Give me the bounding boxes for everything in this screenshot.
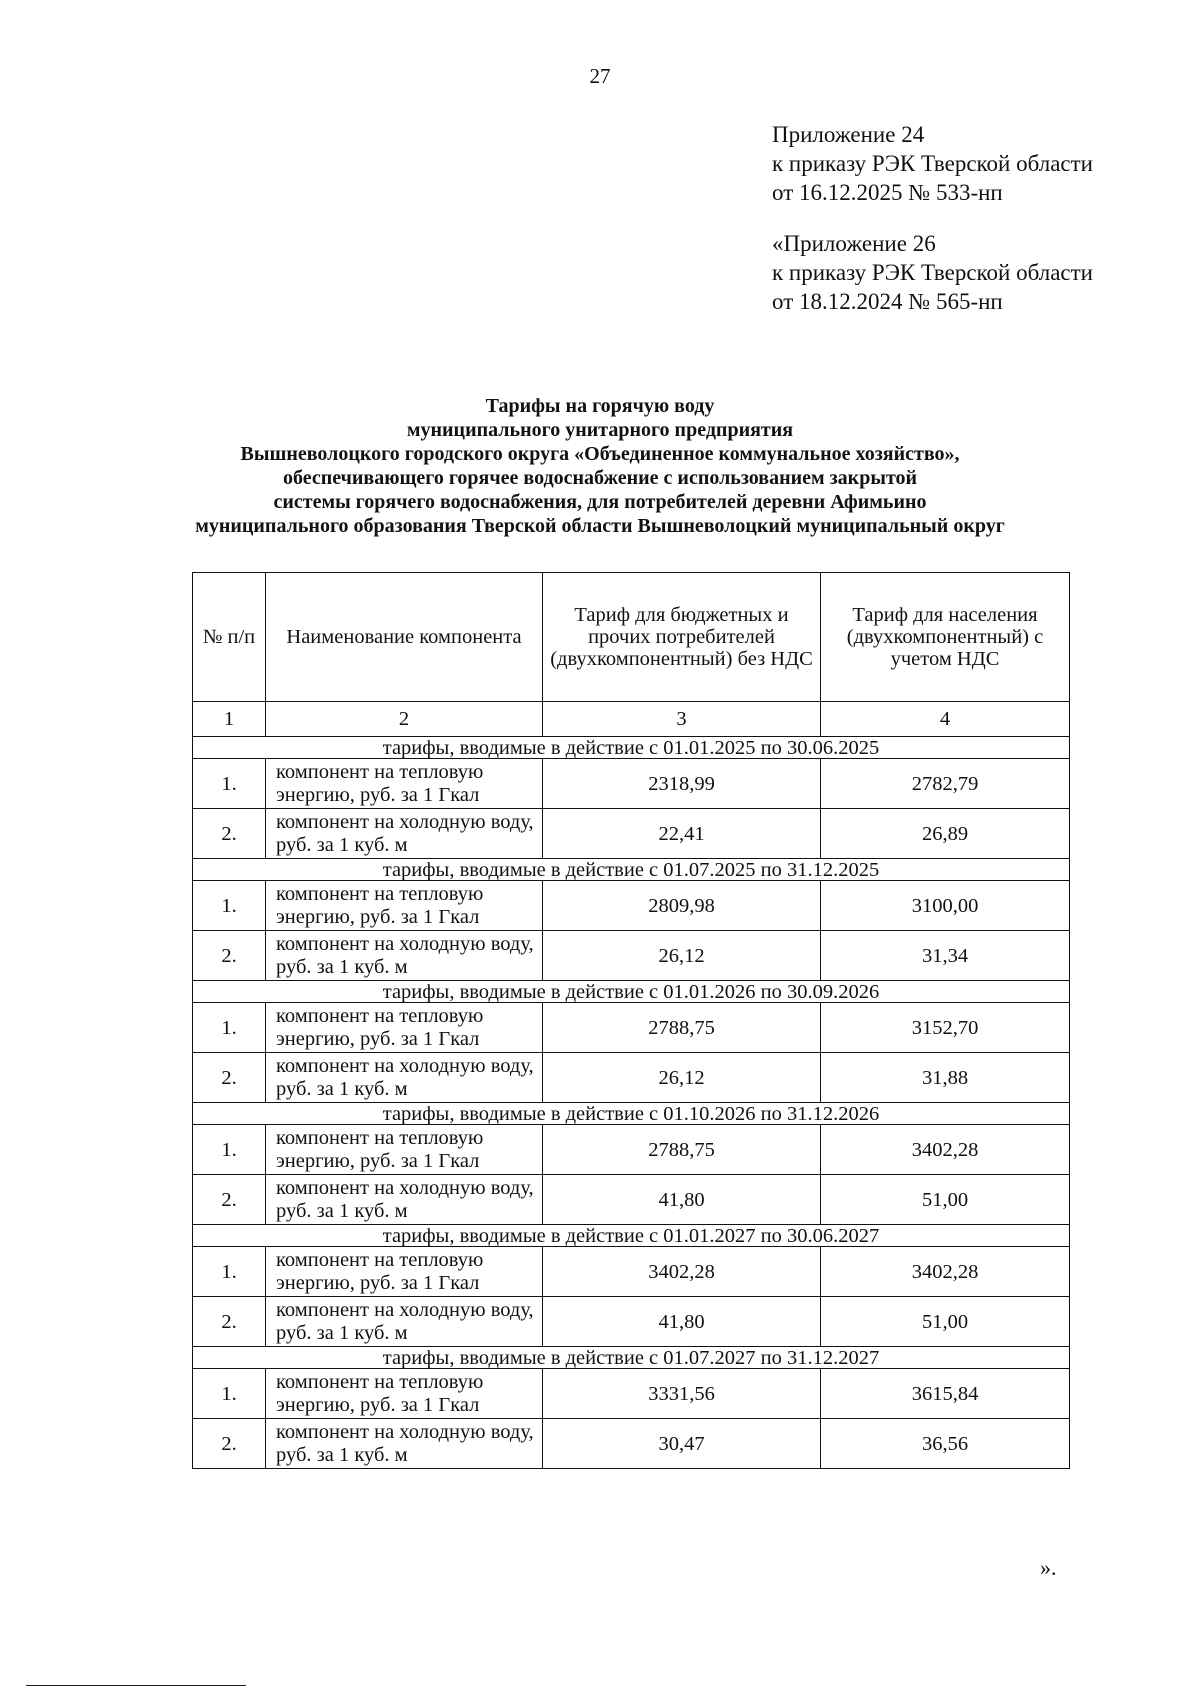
budget-tariff-cell: 26,12 [543, 931, 821, 981]
period-label: тарифы, вводимые в действие с 01.01.2026 по 30.09.2026 [193, 981, 1070, 1003]
component-name-cell: компонент на тепловую энергию, руб. за 1 Гкал [266, 1003, 543, 1053]
population-tariff-cell: 2782,79 [821, 759, 1070, 809]
row-number-cell: 1. [193, 1125, 266, 1175]
approval-line: к приказу РЭК Тверской области [772, 151, 1093, 176]
period-label: тарифы, вводимые в действие с 01.07.2027 по 31.12.2027 [193, 1347, 1070, 1369]
approval-line: Приложение 24 [772, 122, 925, 147]
document-title [100, 394, 1100, 538]
table-row [193, 1003, 1070, 1053]
table-row [193, 1247, 1070, 1297]
period-label: тарифы, вводимые в действие с 01.01.2027 по 30.06.2027 [193, 1225, 1070, 1247]
budget-tariff-cell: 2318,99 [543, 759, 821, 809]
table-row [193, 1419, 1070, 1469]
row-number-cell: 1. [193, 1003, 266, 1053]
table-row [193, 1125, 1070, 1175]
budget-tariff-cell: 2809,98 [543, 881, 821, 931]
budget-tariff-cell: 30,47 [543, 1419, 821, 1469]
title-line: Вышневолоцкого городского округа «Объединенное коммунальное хозяйство», [240, 443, 960, 465]
row-number-cell: 2. [193, 931, 266, 981]
budget-tariff-cell: 22,41 [543, 809, 821, 859]
header-cell-component: Наименование компонента [266, 573, 543, 702]
component-name-cell: компонент на холодную воду, руб. за 1 куб. м [266, 809, 543, 859]
row-number-cell: 2. [193, 809, 266, 859]
row-number-cell: 2. [193, 1297, 266, 1347]
component-name-cell: компонент на тепловую энергию, руб. за 1 Гкал [266, 759, 543, 809]
population-tariff-cell: 31,34 [821, 931, 1070, 981]
period-row [193, 1103, 1070, 1125]
row-number-cell: 2. [193, 1053, 266, 1103]
row-number-cell: 1. [193, 759, 266, 809]
component-name-cell: компонент на тепловую энергию, руб. за 1 Гкал [266, 1369, 543, 1419]
component-name-cell: компонент на тепловую энергию, руб. за 1 Гкал [266, 1247, 543, 1297]
header-cell-budget-tariff: Тариф для бюджетных и прочих потребителей (двухкомпонентный) без НДС [543, 573, 821, 702]
period-label: тарифы, вводимые в действие с 01.10.2026 по 31.12.2026 [193, 1103, 1070, 1125]
component-name-cell: компонент на тепловую энергию, руб. за 1 Гкал [266, 1125, 543, 1175]
closing-quote-mark: ». [1040, 1555, 1057, 1580]
budget-tariff-cell: 3331,56 [543, 1369, 821, 1419]
component-name-cell: компонент на холодную воду, руб. за 1 куб. м [266, 1419, 543, 1469]
column-number-cell: 3 [543, 702, 821, 737]
title-line: системы горячего водоснабжения, для потребителей деревни Афимьино [273, 491, 927, 513]
population-tariff-cell: 3100,00 [821, 881, 1070, 931]
approval-line: от 16.12.2025 № 533-нп [772, 180, 1003, 205]
population-tariff-cell: 3402,28 [821, 1125, 1070, 1175]
period-row [193, 737, 1070, 759]
population-tariff-cell: 36,56 [821, 1419, 1070, 1469]
table-row [193, 881, 1070, 931]
column-number-cell: 1 [193, 702, 266, 737]
table-row [193, 809, 1070, 859]
component-name-cell: компонент на холодную воду, руб. за 1 куб. м [266, 1297, 543, 1347]
component-name-cell: компонент на холодную воду, руб. за 1 куб. м [266, 1175, 543, 1225]
table-row [193, 1175, 1070, 1225]
component-name-cell: компонент на тепловую энергию, руб. за 1 Гкал [266, 881, 543, 931]
footer-rule [26, 1685, 246, 1686]
population-tariff-cell: 3152,70 [821, 1003, 1070, 1053]
row-number-cell: 2. [193, 1175, 266, 1225]
row-number-cell: 1. [193, 1369, 266, 1419]
tariff-table [192, 572, 1070, 1469]
period-label: тарифы, вводимые в действие с 01.07.2025 по 31.12.2025 [193, 859, 1070, 881]
tariff-table-body [193, 573, 1070, 1469]
page-number: 27 [589, 64, 611, 88]
title-line: муниципального унитарного предприятия [406, 419, 794, 441]
period-row [193, 1347, 1070, 1369]
budget-tariff-cell: 26,12 [543, 1053, 821, 1103]
row-number-cell: 2. [193, 1419, 266, 1469]
approval-line: «Приложение 26 [772, 231, 936, 256]
budget-tariff-cell: 2788,75 [543, 1003, 821, 1053]
table-row [193, 931, 1070, 981]
header-cell-population-tariff: Тариф для населения (двухкомпонентный) с учетом НДС [821, 573, 1070, 702]
component-name-cell: компонент на холодную воду, руб. за 1 куб. м [266, 1053, 543, 1103]
row-number-cell: 1. [193, 881, 266, 931]
period-row [193, 1225, 1070, 1247]
column-number-cell: 2 [266, 702, 543, 737]
population-tariff-cell: 51,00 [821, 1175, 1070, 1225]
column-number-cell: 4 [821, 702, 1070, 737]
period-row [193, 859, 1070, 881]
title-line: обеспечивающего горячее водоснабжение с использованием закрытой [282, 467, 918, 489]
period-row [193, 981, 1070, 1003]
budget-tariff-cell: 41,80 [543, 1175, 821, 1225]
table-row [193, 1297, 1070, 1347]
row-number-cell: 1. [193, 1247, 266, 1297]
table-row [193, 759, 1070, 809]
component-name-cell: компонент на холодную воду, руб. за 1 куб. м [266, 931, 543, 981]
approval-line: к приказу РЭК Тверской области [772, 260, 1093, 285]
table-row [193, 1053, 1070, 1103]
population-tariff-cell: 51,00 [821, 1297, 1070, 1347]
title-line: муниципального образования Тверской области Вышневолоцкий муниципальный округ [195, 515, 1005, 537]
approval-reference-current [772, 120, 1093, 207]
budget-tariff-cell: 41,80 [543, 1297, 821, 1347]
period-label: тарифы, вводимые в действие с 01.01.2025 по 30.06.2025 [193, 737, 1070, 759]
approval-reference-original [772, 229, 1093, 316]
table-row [193, 1369, 1070, 1419]
population-tariff-cell: 3402,28 [821, 1247, 1070, 1297]
title-line: Тарифы на горячую воду [485, 395, 715, 417]
approval-line: от 18.12.2024 № 565-нп [772, 289, 1003, 314]
header-cell-number: № п/п [193, 573, 266, 702]
header-row [193, 573, 1070, 702]
budget-tariff-cell: 2788,75 [543, 1125, 821, 1175]
population-tariff-cell: 26,89 [821, 809, 1070, 859]
column-number-row [193, 702, 1070, 737]
population-tariff-cell: 31,88 [821, 1053, 1070, 1103]
budget-tariff-cell: 3402,28 [543, 1247, 821, 1297]
population-tariff-cell: 3615,84 [821, 1369, 1070, 1419]
